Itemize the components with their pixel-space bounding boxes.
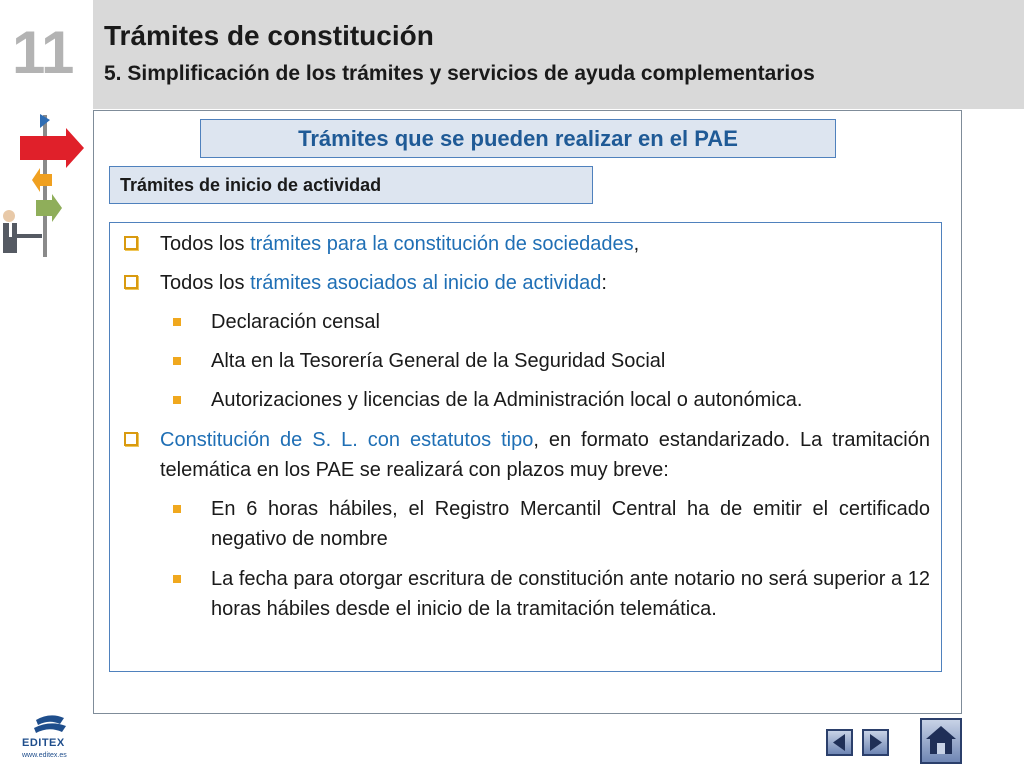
sub-list-item: Declaración censal [211,311,380,333]
logo-text: EDITEX [22,737,65,749]
previous-slide-icon [828,731,851,754]
sub-list-item: La fecha para otorgar escritura de constitución ante notario no será superior a 12 horas hábiles desde el inicio de la tramitación telemática. [211,568,930,620]
logo-url: www.editex.es [22,752,67,759]
checkbox-bullet-icon [124,275,138,289]
square-bullet-icon [173,357,181,365]
slide-title: Trámites de constitución [104,20,434,51]
square-bullet-icon [173,575,181,583]
list-item [160,229,930,259]
list-item [160,425,930,485]
item-text: , en formato estandarizado. La tramitación telemática en los PAE se realizará con plazos muy breve: [160,429,930,481]
square-bullet-icon [173,318,181,326]
square-bullet-icon [173,505,181,513]
item-text: Todos los [160,272,251,294]
item-text: : [601,272,607,294]
previous-slide-button[interactable] [826,729,853,756]
square-bullet-icon [173,396,181,404]
slide-subtitle: 5. Simplificación de los trámites y servicios de ayuda complementarios [104,62,815,85]
pae-banner: Trámites que se pueden realizar en el PAE [200,119,836,158]
sub-list-item: Alta en la Tesorería General de la Seguridad Social [211,350,666,372]
chapter-number: 11 [12,19,74,86]
highlighted-text: trámites para la constitución de sociedades [250,233,634,255]
list-item [160,268,930,298]
next-slide-icon [864,731,887,754]
highlighted-text: Constitución de S. L. con estatutos tipo [160,429,534,451]
header-band [93,0,1024,109]
sub-list-item: En 6 horas hábiles, el Registro Mercantil Central ha de emitir el certificado negativo de nombre [211,498,930,550]
checkbox-bullet-icon [124,236,138,250]
checkbox-bullet-icon [124,432,138,446]
item-text: Todos los [160,233,251,255]
item-text: , [633,233,640,255]
sub-list-item: Autorizaciones y licencias de la Administración local o autonómica. [211,389,803,411]
home-button[interactable] [920,718,962,764]
next-slide-button[interactable] [862,729,889,756]
section-label: Trámites de inicio de actividad [109,166,593,204]
home-icon [922,720,960,762]
highlighted-text: trámites asociados al inicio de actividad [250,272,602,294]
signpost-illustration [0,110,92,260]
